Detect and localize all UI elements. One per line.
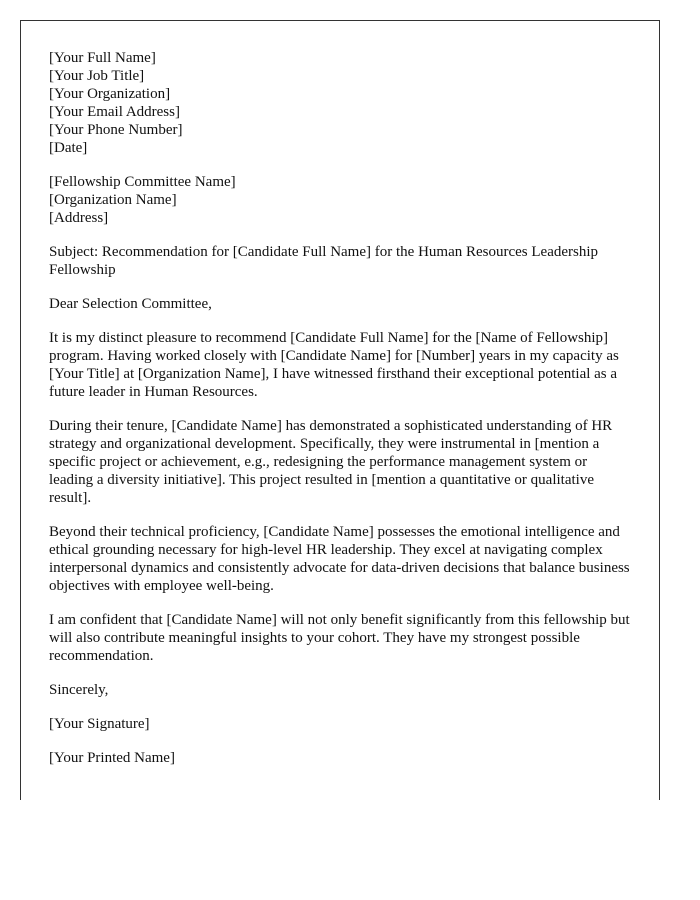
letter-body — [49, 49, 635, 783]
recipient-address: [Address] — [49, 210, 109, 226]
letter-date: [Date] — [49, 140, 88, 156]
signature: [Your Signature] — [49, 716, 150, 732]
sender-name: [Your Full Name] — [49, 50, 156, 66]
body-paragraph: It is my distinct pleasure to recommend [Candidate Full Name] for the [Name of Fellowship] program. Having worked closely with [Candidate Name] for [Number] years in my capacity as [Your Title] at [Organization Name], I have witnessed firsthand their exceptional potential as a future leader in Human Resources. — [49, 330, 619, 400]
recipient-block — [49, 173, 635, 227]
printed-name: [Your Printed Name] — [49, 750, 175, 766]
letter-page — [20, 20, 660, 800]
closing: Sincerely, — [49, 682, 109, 698]
sender-phone: [Your Phone Number] — [49, 122, 183, 138]
body-paragraph: Beyond their technical proficiency, [Candidate Name] possesses the emotional intelligence and ethical grounding necessary for high-level HR leadership. They excel at navigating complex interpersonal dynamics and consistently advocate for data-driven decisions that balance business objectives with employee well-being. — [49, 524, 630, 594]
sender-job-title: [Your Job Title] — [49, 68, 145, 84]
salutation: Dear Selection Committee, — [49, 296, 212, 312]
subject-line: Subject: Recommendation for [Candidate Full Name] for the Human Resources Leadership Fellowship — [49, 244, 599, 278]
sender-organization: [Your Organization] — [49, 86, 171, 102]
body-paragraph: During their tenure, [Candidate Name] has demonstrated a sophisticated understanding of HR strategy and organizational development. Specifically, they were instrumental in [mention a specific project or achievement, e.g., redesigning the performance management system or leading a diversity initiative]. This project resulted in [mention a quantitative or qualitative result]. — [49, 418, 613, 506]
recipient-organization: [Organization Name] — [49, 192, 177, 208]
sender-block — [49, 49, 635, 157]
recipient-committee: [Fellowship Committee Name] — [49, 174, 236, 190]
sender-email: [Your Email Address] — [49, 104, 180, 120]
body-paragraph: I am confident that [Candidate Name] will not only benefit significantly from this fellowship but will also contribute meaningful insights to your cohort. They have my strongest possible recommendation. — [49, 612, 630, 664]
